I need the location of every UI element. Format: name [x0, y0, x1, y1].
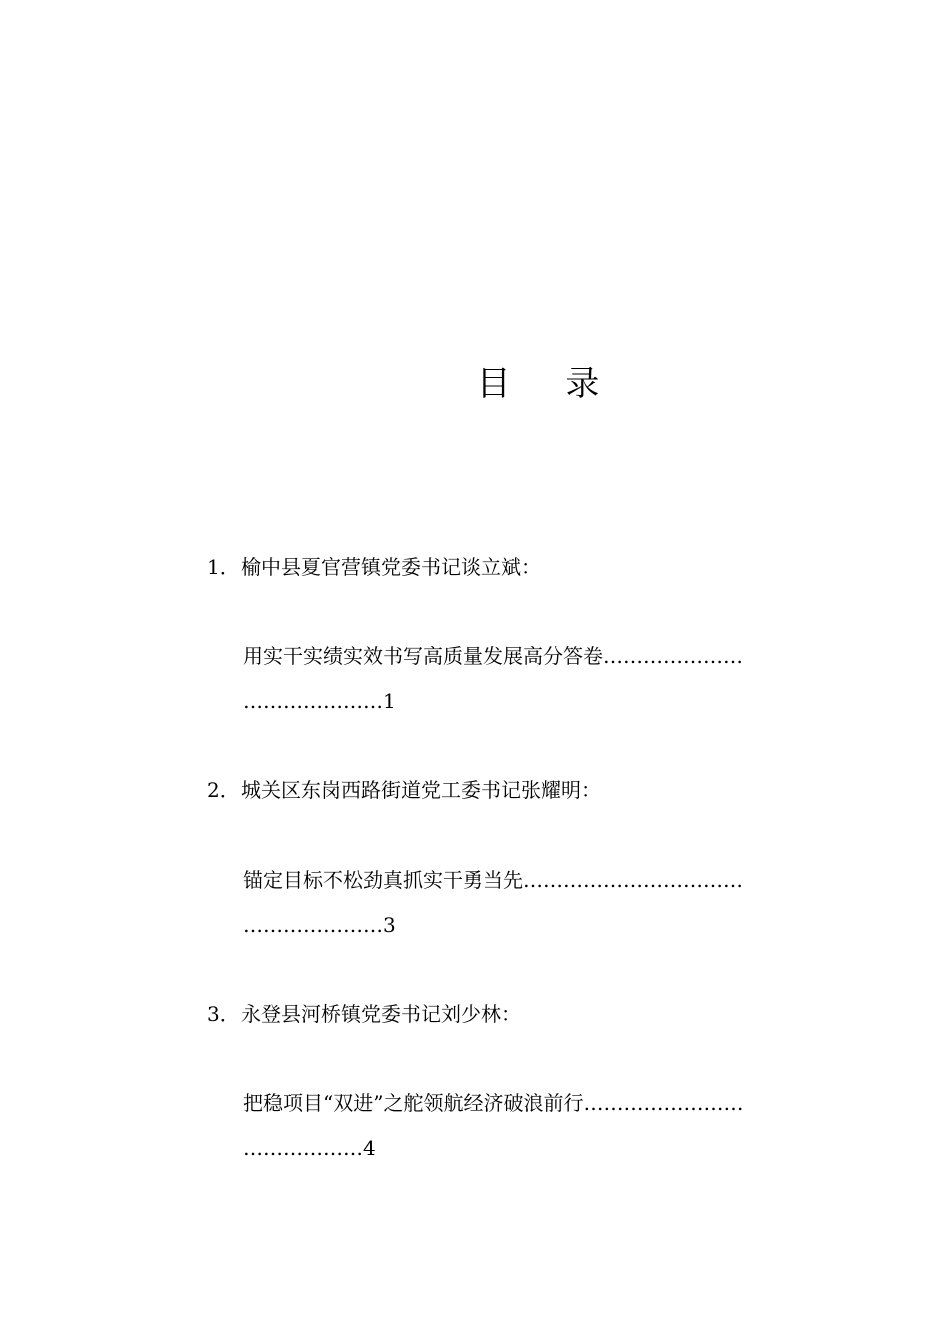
toc-entry-leader: ……………………………	[523, 868, 743, 892]
toc-entry-subtitle-text: 把稳项目“双进”之舵领航经济破浪前行	[243, 1091, 584, 1115]
toc-entry-leader: …………………	[243, 689, 383, 713]
toc-entry-subtitle[interactable]	[243, 642, 815, 670]
toc-entry-leader: …………………	[243, 913, 383, 937]
toc-entry-subtitle-text: 用实干实绩实效书写高质量发展高分答卷	[243, 644, 603, 668]
toc-entry-page-line[interactable]	[243, 1134, 376, 1162]
toc-entry-heading-text: 永登县河桥镇党委书记刘少林：	[241, 1002, 521, 1026]
toc-entry-leader: ……………………	[583, 1091, 744, 1115]
toc-entry-heading-text: 榆中县夏官营镇党委书记谈立斌：	[241, 555, 541, 579]
toc-entry-subtitle[interactable]	[243, 1089, 815, 1117]
toc-entry-page-line[interactable]	[243, 687, 396, 715]
toc-entry-page-line[interactable]	[243, 911, 396, 939]
page-title: 目 录	[476, 364, 622, 404]
toc-entry-number: 2．	[207, 778, 240, 802]
toc-entry-subtitle[interactable]	[243, 866, 815, 894]
toc-entry-number: 3．	[207, 1002, 240, 1026]
toc-entry-heading[interactable]	[207, 776, 601, 804]
toc-entry-page-number: 3	[383, 913, 396, 937]
toc-entry-page-number: 4	[363, 1136, 376, 1160]
toc-entry-leader: ………………	[243, 1136, 363, 1160]
toc-entry-page-number: 1	[383, 689, 396, 713]
toc-entry-heading[interactable]	[207, 1000, 521, 1028]
toc-entry-number: 1．	[207, 555, 240, 579]
toc-entry-heading-text: 城关区东岗西路街道党工委书记张耀明：	[241, 778, 601, 802]
toc-entry-subtitle-text: 锚定目标不松劲真抓实干勇当先	[243, 868, 523, 892]
toc-entry-heading[interactable]	[207, 553, 541, 581]
toc-entry-leader: …………………	[603, 644, 743, 668]
